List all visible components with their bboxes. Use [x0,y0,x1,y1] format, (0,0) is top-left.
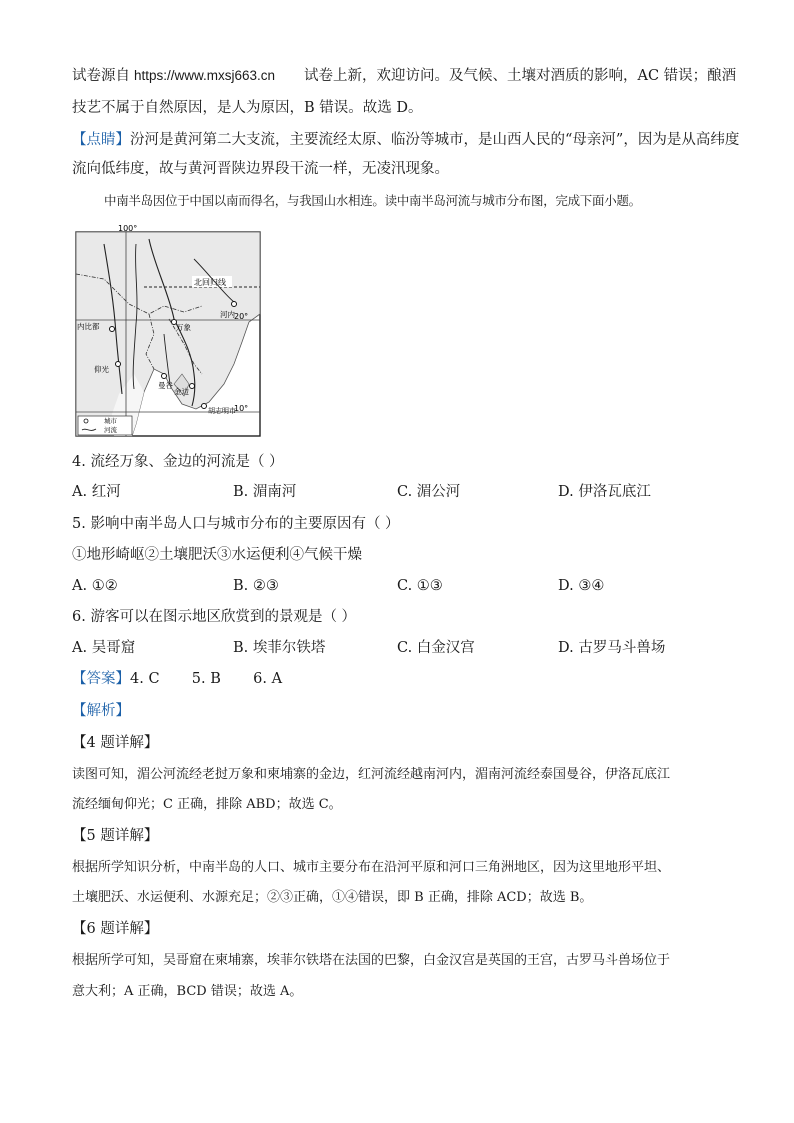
answer-line [72,669,732,689]
q4-detail-line-1: 读图可知，湄公河流经老挝万象和柬埔寨的金边，红河流经越南河内，湄南河流经泰国曼谷，伊洛瓦底江 [72,767,671,782]
lon-label: 100° [118,224,138,233]
reading-passage: 中南半岛因位于中国以南而得名，与我国山水相连。读中南半岛河流与城市分布图，完成下面小题。 [104,193,641,208]
source-url[interactable]: https://www.mxsj663.cn [134,68,276,83]
tropic-label: 北回归线 [194,278,226,287]
answer-tag: 【答案】 [72,671,130,687]
q4-detail-tag: 【4 题详解】 [72,735,159,751]
question-5-extra: ①地形崎岖②土壤肥沃③水运便利④气候干燥 [72,547,362,563]
q4-option-b[interactable]: B. 湄南河 [233,484,297,500]
q4-detail-line-2: 流经缅甸仰光；C 正确，排除 ABD；故选 C。 [72,797,342,812]
city-yangon: 仰光 [94,365,109,374]
q6-option-d[interactable]: D. 古罗马斗兽场 [558,640,666,656]
legend-city: 城市 [104,417,117,425]
lat-20-label: 20° [234,312,249,321]
q6-detail-line-1: 根据所学可知，吴哥窟在柬埔寨，埃菲尔铁塔在法国的巴黎，白金汉宫是英国的王宫，古罗马斗兽场位于 [72,953,671,968]
q6-option-a[interactable]: A. 吴哥窟 [72,640,136,656]
q4-option-a[interactable]: A. 红河 [72,484,121,500]
city-phnompenh: 金边 [174,387,189,396]
question-4-stem: 4. 流经万象、金边的河流是（ ） [72,454,284,470]
city-hanoi: 河内 [220,310,235,319]
lat-10-label: 10° [234,404,249,413]
comment-text-1: 汾河是黄河第二大支流，主要流经太原、临汾等城市，是山西人民的“母亲河”，因为是从高纬度 [130,132,740,148]
city-bangkok: 曼谷 [158,381,173,390]
legend-river: 河流 [104,426,117,434]
indochina-map [74,224,264,439]
q5-option-a[interactable]: A. ①② [72,578,118,594]
q5-option-d[interactable]: D. ③④ [558,578,605,594]
q5-option-b[interactable]: B. ②③ [233,578,279,594]
question-5-stem: 5. 影响中南半岛人口与城市分布的主要原因有（ ） [72,516,400,532]
analysis-tag: 【解析】 [72,703,130,719]
prev-explanation-line: 技艺不属于自然原因，是人为原因，B 错误。故选 D。 [72,100,423,116]
comment-line-1 [72,130,740,150]
q4-option-c[interactable]: C. 湄公河 [397,484,461,500]
comment-line-2: 流向低纬度，故与黄河晋陕边界段干流一样，无凌汛现象。 [72,161,449,177]
q5-detail-line-2: 土壤肥沃、水运便利、水源充足；②③正确，①④错误，即 B 正确，排除 ACD；故选 B。 [72,890,593,905]
source-label: 试卷源自 [72,68,130,84]
q5-option-c[interactable]: C. ①③ [397,578,443,594]
q6-option-c[interactable]: C. 白金汉宫 [397,640,475,656]
question-6-stem: 6. 游客可以在图示地区欣赏到的景观是（ ） [72,609,357,625]
city-naypyidaw: 内比都 [77,322,100,331]
source-tail: 试卷上新，欢迎访问。及气候、土壤对酒质的影响，AC 错误；酿酒 [304,68,737,84]
city-vientiane: 万象 [176,323,191,332]
q6-detail-tag: 【6 题详解】 [72,921,159,937]
q6-option-b[interactable]: B. 埃菲尔铁塔 [233,640,326,656]
q4-option-d[interactable]: D. 伊洛瓦底江 [558,484,651,500]
q5-detail-line-1: 根据所学知识分析，中南半岛的人口、城市主要分布在沿河平原和河口三角洲地区，因为这里地形平坦、 [72,860,671,875]
answer-text: 4. C 5. B 6. A [130,671,283,687]
q6-detail-line-2: 意大利；A 正确，BCD 错误；故选 A。 [72,984,303,999]
city-hcmc: 胡志明市 [208,407,236,415]
q5-detail-tag: 【5 题详解】 [72,828,159,844]
comment-tag: 【点睛】 [72,132,130,148]
source-line [72,66,737,86]
